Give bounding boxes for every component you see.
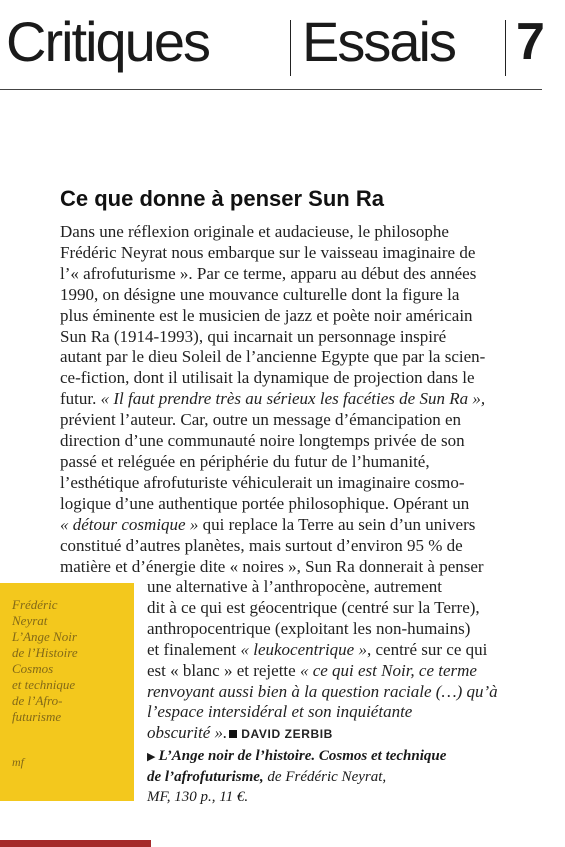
book-author: de Frédéric Neyrat, <box>263 769 387 785</box>
separator <box>290 20 291 76</box>
quote: l’espace intersidéral et son inquiétante <box>147 702 413 722</box>
quote: « ce qui est Noir, ce terme <box>299 660 477 680</box>
author-byline: DAVID ZERBIB <box>241 727 333 742</box>
publisher-logo: mf <box>12 755 24 769</box>
body-line: anthropocentrique (exploitant les non-humains) <box>147 618 471 638</box>
body-line: futur. « Il faut prendre très au sérieux les facéties de Sun Ra », <box>60 389 486 409</box>
body-line: l’« afrofuturisme ». Par ce terme, apparu au début des années <box>60 263 477 283</box>
body-line: passé et reléguée en périphérie du futur de l’humanité, <box>60 451 430 471</box>
separator <box>505 20 506 76</box>
body-line: prévient l’auteur. Car, outre un message d’émancipation en <box>60 410 462 430</box>
end-mark-icon <box>229 730 237 738</box>
body-line: et finalement « leukocentrique », centré sur ce qui <box>147 639 488 659</box>
body-line: ce-fiction, dont il utilisait la dynamique de projection dans le <box>60 368 475 388</box>
book-title: L’Ange noir de l’histoire. Cosmos et technique <box>158 748 447 764</box>
body-line <box>147 702 542 723</box>
body-line: 1990, on désigne une mouvance culturelle dont la figure la <box>60 284 460 304</box>
body-line <box>147 723 542 745</box>
body-line: une alternative à l’anthropocène, autrement <box>147 577 442 596</box>
book-reference <box>147 746 547 807</box>
cover-line: futurisme <box>12 709 62 724</box>
book-cover <box>0 583 134 801</box>
body-line: constitué d’autres planètes, mais surtout d’environ 95 % de <box>60 535 463 555</box>
reference-line <box>147 767 547 787</box>
quote: renvoyant aussi bien à la question raciale (…) qu’à <box>147 681 498 701</box>
body-line <box>147 682 542 703</box>
cover-line: et technique <box>12 677 76 692</box>
body-line: Sun Ra (1914-1993), qui incarnait un personnage inspiré <box>60 326 447 346</box>
cover-line: de l’Afro- <box>12 693 63 708</box>
masthead <box>0 0 565 90</box>
body-line: « détour cosmique » qui replace la Terre au sein d’un univers <box>60 514 476 534</box>
body-line: dit à ce qui est géocentrique (centré sur la Terre), <box>147 597 480 617</box>
cover-line: Frédéric <box>12 597 58 612</box>
body-line: Frédéric Neyrat nous embarque sur le vaisseau imaginaire de <box>60 242 476 262</box>
bottom-accent-bar <box>0 840 151 847</box>
quote: obscurité ». <box>147 723 228 743</box>
cover-line: Neyrat <box>12 613 48 628</box>
body-line: matière et d’énergie dite « noires », Sun Ra donnerait à penser <box>60 556 484 576</box>
reference-line <box>147 746 547 767</box>
section-title-critiques: Critiques <box>6 10 209 73</box>
body-line: est « blanc » et rejette « ce qui est Noir, ce terme <box>147 660 477 680</box>
cover-line: de l’Histoire <box>12 645 78 660</box>
article-body-continued <box>147 577 542 745</box>
page-number: 7 <box>516 13 545 71</box>
article-body <box>60 222 542 577</box>
quote: « leukocentrique » <box>240 639 367 659</box>
book-cover-text <box>12 597 132 725</box>
reference-line <box>147 787 547 807</box>
body-line: Dans une réflexion originale et audacieuse, le philosophe <box>60 222 449 241</box>
body-line: logique d’une authentique portée philosophique. Opérant un <box>60 493 470 513</box>
header-rule <box>0 89 542 90</box>
quote: « détour cosmique » <box>60 514 199 534</box>
cover-line: L’Ange Noir <box>12 629 77 644</box>
body-line: direction d’une communauté noire longtemps privée de son <box>60 431 465 451</box>
body-line: plus éminente est le musicien de jazz et poète noir américain <box>60 305 473 325</box>
quote: « Il faut prendre très au sérieux les facéties de Sun Ra », <box>100 389 486 409</box>
triangle-icon: ▶ <box>147 751 156 763</box>
article-title: Ce que donne à penser Sun Ra <box>60 186 384 211</box>
publication-info: MF, 130 p., 11 €. <box>147 789 249 805</box>
section-title-essais: Essais <box>302 10 455 73</box>
body-line: l’esthétique afrofuturiste véhiculerait un imaginaire cosmo- <box>60 472 465 492</box>
book-title-continued: de l’afrofuturisme, <box>147 769 264 785</box>
cover-line: Cosmos <box>12 661 54 676</box>
body-line: autant par le dieu Soleil de l’ancienne Egypte que par la scien- <box>60 347 486 367</box>
